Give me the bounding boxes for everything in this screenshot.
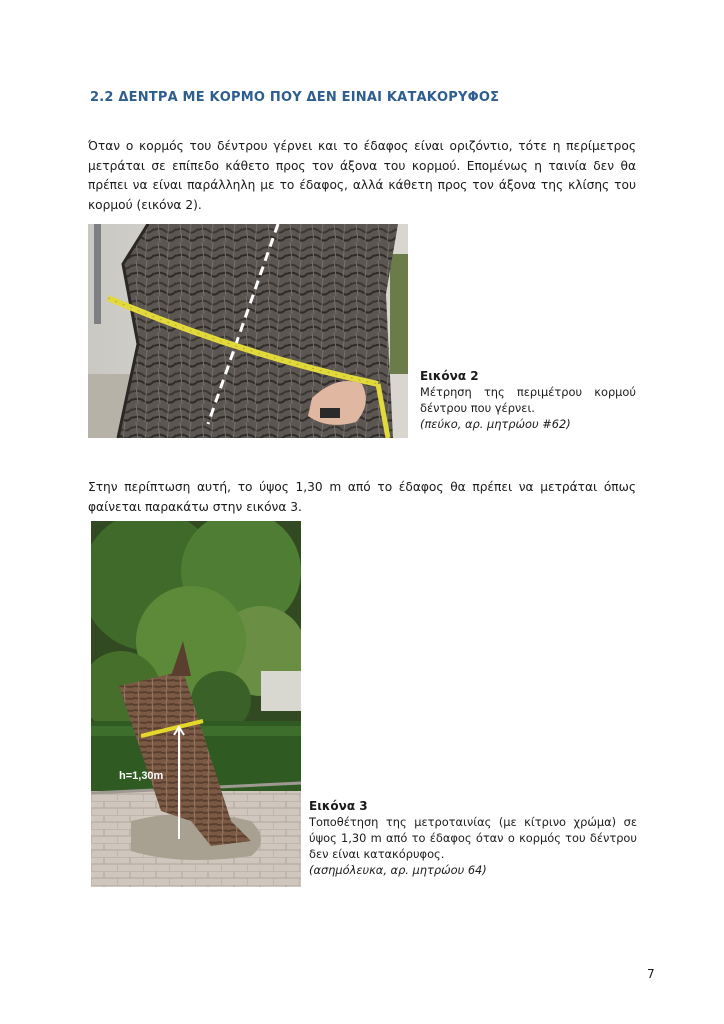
figure-2-text: Μέτρηση της περιμέτρου κορμού δέντρου που γέρνει.	[420, 385, 636, 415]
figure-3-note: (ασημόλευκα, αρ. μητρώου 64)	[309, 863, 487, 877]
figure-3-title: Εικόνα 3	[309, 799, 368, 813]
paragraph-height: Στην περίπτωση αυτή, το ύψος 1,30 m από το έδαφος θα πρέπει να μετράται όπως φαίνεται παρακάτω στην εικόνα 3.	[88, 480, 636, 514]
figure-2-caption	[420, 368, 636, 432]
figure-2-photo	[88, 224, 408, 438]
section-heading: 2.2 ΔΕΝΤΡΑ ΜΕ ΚΟΡΜΟ ΠΟΥ ΔΕΝ ΕΙΝΑΙ ΚΑΤΑΚΟΡΥΦΟΣ	[90, 90, 500, 105]
figure-2-note: (πεύκο, αρ. μητρώου #62)	[420, 417, 571, 431]
figure-3-caption	[309, 798, 637, 878]
figure-2-title: Εικόνα 2	[420, 369, 479, 383]
page-number: 7	[647, 967, 655, 981]
figure-3-text: Τοποθέτηση της μετροταινίας (με κίτρινο χρώμα) σε ύψος 1,30 m από το έδαφος όταν ο κορμός του δέντρου δεν είναι κατακόρυφος.	[309, 815, 637, 861]
height-label: h=1,30m	[119, 770, 164, 782]
paragraph-intro: Όταν ο κορμός του δέντρου γέρνει και το έδαφος είναι οριζόντιο, τότε η περίμετρος μετράται σε επίπεδο κάθετο προς τον άξονα του κορμού. Επομένως η ταινία δεν θα πρέπει να είναι παράλληλη με το έδαφος, αλλά κάθετη προς τον άξονα της κλίσης του κορμού (εικόνα 2).	[88, 139, 636, 212]
figure-3-photo	[91, 521, 301, 887]
